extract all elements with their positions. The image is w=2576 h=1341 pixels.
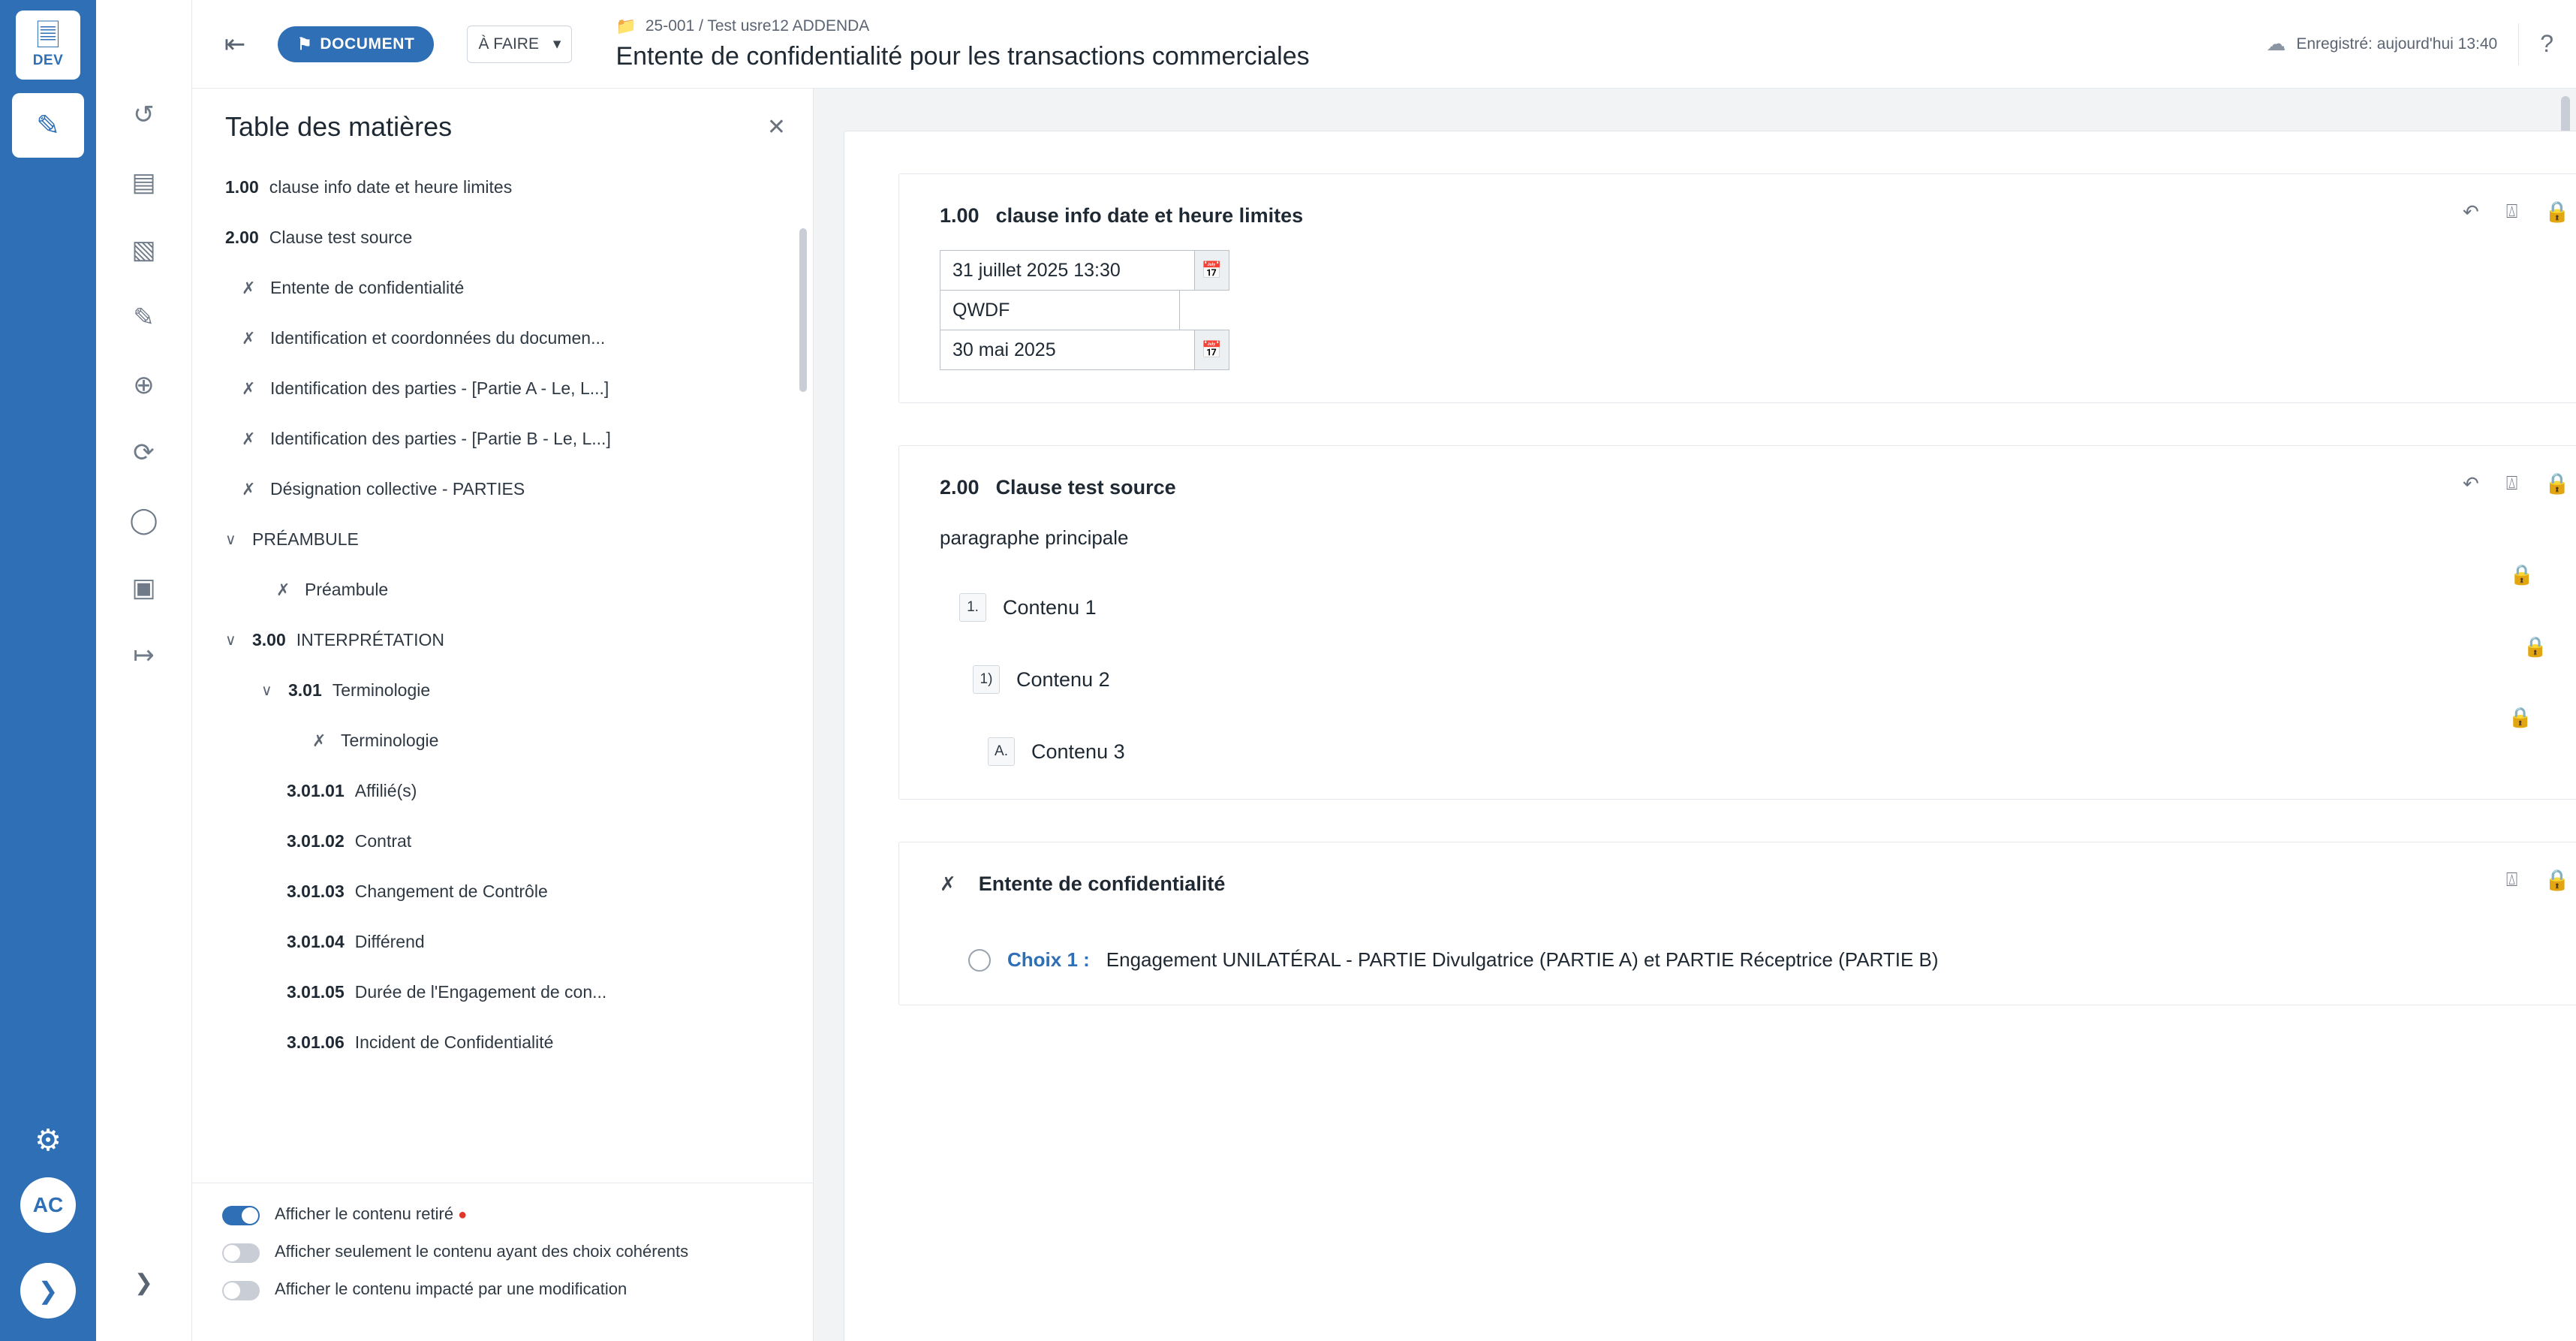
add-icon[interactable]: ⊕ <box>133 371 155 399</box>
strip-expand-button[interactable]: ❯ <box>134 1270 154 1295</box>
toggle-label-text: Afficher le contenu retiré <box>275 1204 454 1223</box>
text-field-qwdf[interactable] <box>940 290 1180 330</box>
document-sheet <box>844 131 2576 1341</box>
toc-item-3[interactable] <box>192 263 813 313</box>
content-item-1[interactable] <box>959 563 2564 622</box>
app-logo <box>16 11 80 80</box>
toc-item-label: Terminologie <box>341 731 439 750</box>
toggle-row-impacted-content[interactable] <box>222 1278 783 1300</box>
clause-header <box>940 204 2564 228</box>
primary-nav-rail <box>0 0 96 1341</box>
removed-content-icon: ✗ <box>242 429 256 448</box>
save-status-text: Enregistré: aujourd'hui 13:40 <box>2296 35 2498 53</box>
lock-icon[interactable]: 🔒 <box>2508 706 2532 728</box>
calendar-icon[interactable]: 📅 <box>1194 330 1229 369</box>
toc-item-label: Incident de Confidentialité <box>354 1032 554 1052</box>
clause-toolbar <box>2463 472 2570 496</box>
toc-item-label: clause info date et heure limites <box>269 177 513 197</box>
toc-item-8[interactable] <box>192 514 813 565</box>
date-field-1[interactable] <box>940 250 1229 291</box>
title-block <box>615 17 1309 71</box>
top-bar <box>192 0 2576 89</box>
help-icon[interactable]: ? <box>2540 30 2553 57</box>
save-status <box>2266 32 2497 56</box>
list-marker: 1. <box>959 593 986 622</box>
comment-icon[interactable]: ⍍ <box>2505 868 2518 890</box>
clause-title: Clause test source <box>995 476 1176 499</box>
toc-item-number: 3.01.06 <box>287 1032 345 1052</box>
toc-item-number: 2.00 <box>225 228 259 247</box>
document-list-icon[interactable]: ▤ <box>131 168 156 197</box>
toc-item-label: Identification et coordonnées du documen... <box>270 328 606 348</box>
clause-header <box>940 872 2564 896</box>
toc-item-label: Identification des parties - [Partie A - Le, L...] <box>270 378 609 398</box>
main-column <box>192 0 2576 1341</box>
close-icon[interactable]: ✕ <box>766 114 786 140</box>
list-marker: A. <box>988 737 1015 766</box>
chevron-down-icon[interactable]: ∨ <box>225 632 236 649</box>
breadcrumb-text: 25-001 / Test usre12 ADDENDA <box>645 17 870 35</box>
logo-dev-label: DEV <box>32 53 64 68</box>
toc-item-12[interactable] <box>192 716 813 766</box>
toc-item-label: Durée de l'Engagement de con... <box>354 982 607 1002</box>
document-canvas <box>814 89 2576 1341</box>
page-icon[interactable]: ▧ <box>131 236 156 264</box>
rail-item-editor[interactable] <box>12 93 84 158</box>
chevron-down-icon[interactable]: ∨ <box>225 532 236 548</box>
history-icon[interactable]: ↺ <box>133 101 155 129</box>
toc-item-10[interactable] <box>192 615 813 665</box>
status-value: À FAIRE <box>478 35 539 53</box>
list-marker: 1) <box>973 665 1000 694</box>
collapse-panel-button[interactable]: ⇤ <box>224 29 246 59</box>
toggle-knob <box>242 1207 258 1224</box>
removed-content-icon: ✗ <box>242 378 256 398</box>
content-item-text: Contenu 2 <box>1016 667 1110 691</box>
removed-content-icon: ✗ <box>940 872 956 895</box>
date-field-2[interactable] <box>940 330 1229 370</box>
toc-item-label: Terminologie <box>332 680 431 700</box>
removed-content-icon: ✗ <box>242 278 256 297</box>
toc-item-17[interactable] <box>192 967 813 1017</box>
toc-item-number: 3.01.05 <box>287 982 345 1002</box>
toc-list <box>192 156 813 1183</box>
chevron-down-icon[interactable]: ∨ <box>261 683 272 699</box>
toc-item-4[interactable] <box>192 313 813 363</box>
clause-toolbar <box>2506 868 2570 892</box>
toc-item-label: Désignation collective - PARTIES <box>270 479 525 499</box>
chevron-down-icon: ▾ <box>552 35 561 53</box>
toc-item-label: Différend <box>354 932 425 951</box>
removed-content-icon: ✗ <box>242 328 256 348</box>
toc-item-1[interactable] <box>192 162 813 212</box>
toc-scrollbar[interactable] <box>799 228 807 392</box>
toc-item-18[interactable] <box>192 1017 813 1068</box>
settings-gear-icon[interactable]: ⚙ <box>35 1124 62 1157</box>
toc-item-label: Changement de Contrôle <box>354 881 548 901</box>
clause-title: Entente de confidentialité <box>978 872 1226 895</box>
document-type-badge[interactable] <box>278 26 434 62</box>
toggle-row-show-removed[interactable] <box>222 1203 783 1225</box>
clause-title: clause info date et heure limites <box>995 204 1304 227</box>
clause-block-3 <box>898 842 2576 1005</box>
toc-item-13[interactable] <box>192 766 813 816</box>
clause-header <box>940 476 2564 499</box>
toc-item-number: 3.01.02 <box>287 831 345 851</box>
date-field-2-value: 30 mai 2025 <box>952 339 1056 360</box>
text-field-qwdf-value: QWDF <box>952 299 1010 321</box>
clause-toolbar <box>2463 200 2570 224</box>
lock-icon[interactable]: 🔒 <box>2509 563 2534 586</box>
clause-block-2 <box>898 445 2576 800</box>
removed-content-icon: ✗ <box>312 731 327 750</box>
secondary-icon-strip <box>96 0 192 1341</box>
choice-label: Choix 1 : <box>1007 948 1090 971</box>
date-field-1-value: 31 juillet 2025 13:30 <box>952 259 1121 281</box>
clause-number: 2.00 <box>940 476 980 499</box>
toggle-coherent-choices[interactable] <box>222 1243 260 1263</box>
toc-footer <box>192 1183 813 1341</box>
document-type-label: DOCUMENT <box>320 35 415 53</box>
content-item-2[interactable] <box>973 635 2564 694</box>
removed-content-icon: ✗ <box>242 479 256 499</box>
restore-icon[interactable]: ↶ <box>2462 472 2479 495</box>
toggle-label <box>275 1203 467 1225</box>
radio-icon[interactable] <box>968 949 991 972</box>
lock-icon[interactable]: 🔒 <box>2544 200 2570 223</box>
toc-item-label: Affilié(s) <box>354 781 417 800</box>
choice-text: Engagement UNILATÉRAL - PARTIE Divulgatrice (PARTIE A) et PARTIE Réceptrice (PARTIE B) <box>1106 948 1939 971</box>
comment-icon[interactable]: ⍍ <box>2505 200 2518 222</box>
toc-item-number: 1.00 <box>225 177 259 197</box>
clause-fields <box>940 250 2564 370</box>
restore-icon[interactable]: ↶ <box>2462 200 2479 223</box>
toc-item-number: 3.01.01 <box>287 781 345 800</box>
comment-icon[interactable]: ⍍ <box>2505 472 2518 494</box>
body-area <box>192 89 2576 1341</box>
cloud-icon: ☁ <box>2266 32 2286 55</box>
toc-item-5[interactable] <box>192 363 813 414</box>
flag-icon: ⚑ <box>297 34 313 53</box>
export-icon[interactable]: ↦ <box>133 641 155 670</box>
toc-item-label: Identification des parties - [Partie B - Le, L...] <box>270 429 611 448</box>
toc-item-label: Contrat <box>354 831 412 851</box>
content-item-3[interactable] <box>988 706 2564 766</box>
toggle-knob <box>224 1245 240 1261</box>
lock-icon[interactable]: 🔒 <box>2544 869 2570 891</box>
toc-item-7[interactable] <box>192 464 813 514</box>
removed-content-icon: ✗ <box>276 580 290 599</box>
toggle-show-removed[interactable] <box>222 1206 260 1225</box>
toggle-label: Afficher seulement le contenu ayant des choix cohérents <box>275 1242 689 1261</box>
choice-row-1[interactable] <box>968 948 2564 972</box>
toc-item-label: Entente de confidentialité <box>270 278 465 297</box>
toc-header <box>192 89 813 156</box>
page-title: Entente de confidentialité pour les transactions commerciales <box>615 42 1310 71</box>
avatar[interactable]: AC <box>20 1177 76 1233</box>
divider <box>2518 23 2519 65</box>
toc-item-11[interactable] <box>192 665 813 716</box>
breadcrumb[interactable] <box>615 17 1309 36</box>
toc-item-16[interactable] <box>192 917 813 967</box>
lock-icon[interactable]: 🔒 <box>2523 635 2547 658</box>
toggle-label: Afficher le contenu impacté par une modification <box>275 1279 627 1298</box>
clause-number: 1.00 <box>940 204 980 227</box>
calendar-icon[interactable]: 📅 <box>1194 251 1229 290</box>
toc-item-number: 3.00 <box>252 630 286 649</box>
comment-icon[interactable]: ◯ <box>129 506 158 535</box>
toggle-impacted-content[interactable] <box>222 1281 260 1300</box>
file-icon[interactable]: ▣ <box>131 574 156 602</box>
editor-icon: ✎ <box>36 110 60 142</box>
toc-item-number: 3.01.03 <box>287 881 345 901</box>
lock-icon[interactable]: 🔒 <box>2544 472 2570 495</box>
content-item-text: Contenu 1 <box>1003 595 1097 619</box>
toc-title: Table des matières <box>225 111 453 142</box>
toc-item-number: 3.01.04 <box>287 932 345 951</box>
clause-paragraph: paragraphe principale <box>940 526 1129 549</box>
content-item-text: Contenu 3 <box>1031 740 1125 763</box>
top-bar-right <box>2266 23 2553 65</box>
folder-icon: 📁 <box>615 17 636 35</box>
toc-item-label: Clause test source <box>269 228 413 247</box>
toc-item-2[interactable] <box>192 212 813 263</box>
toc-item-6[interactable] <box>192 414 813 464</box>
toc-item-15[interactable] <box>192 866 813 917</box>
toc-item-14[interactable] <box>192 816 813 866</box>
clause-block-1 <box>898 173 2576 403</box>
toggle-knob <box>224 1282 240 1299</box>
toggle-row-coherent-choices[interactable] <box>222 1240 783 1263</box>
toc-item-9[interactable] <box>192 565 813 615</box>
toc-item-label: Préambule <box>305 580 389 599</box>
document-icon: 🗏 <box>35 20 61 53</box>
table-of-contents-panel <box>192 89 814 1341</box>
signature-icon[interactable]: ✎ <box>133 303 155 332</box>
toc-item-label: PRÉAMBULE <box>252 529 359 549</box>
toc-item-number: 3.01 <box>288 680 322 700</box>
toc-item-label: INTERPRÉTATION <box>296 630 444 649</box>
rail-expand-button[interactable]: ❯ <box>20 1263 76 1318</box>
status-dropdown[interactable] <box>467 26 572 63</box>
sync-icon[interactable]: ⟳ <box>133 438 155 467</box>
modified-dot-icon: ● <box>458 1207 468 1223</box>
